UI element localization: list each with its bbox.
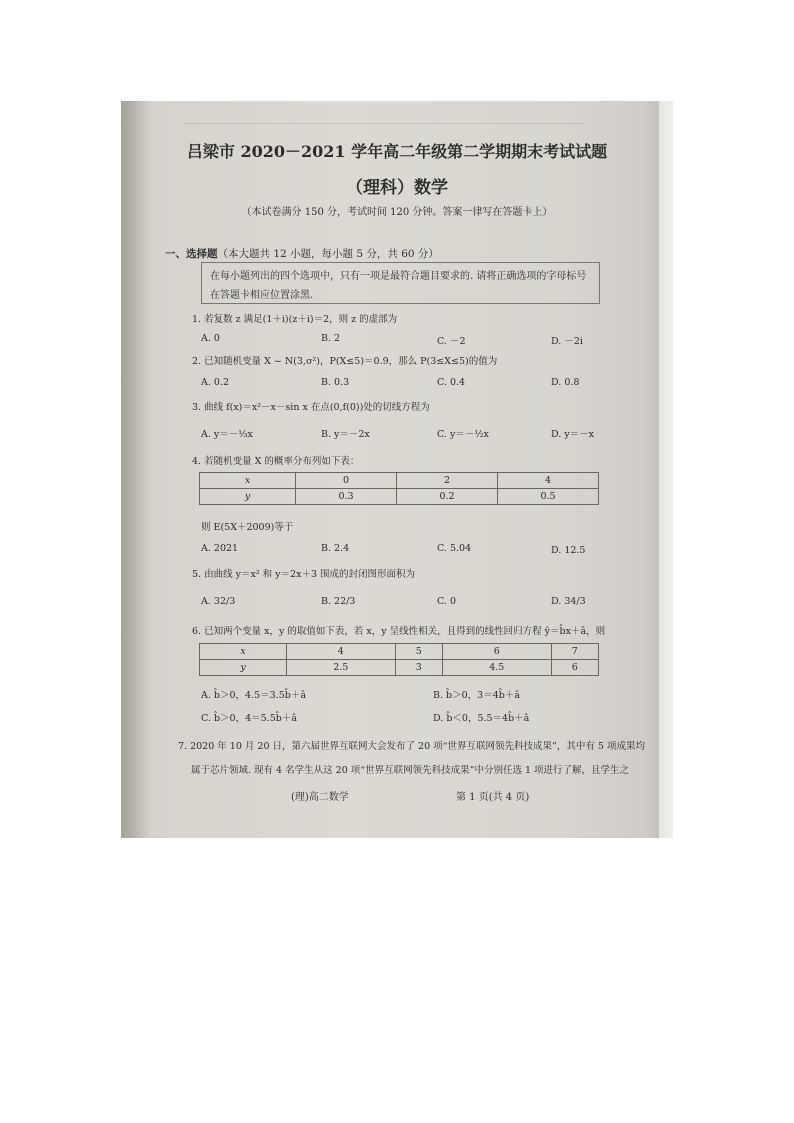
q3-option-c: C. y＝－½x <box>437 429 489 440</box>
q4-option-a: A. 2021 <box>201 543 239 554</box>
q4-option-d: D. 12.5 <box>551 545 586 556</box>
q1-option-b: B. 2 <box>321 333 341 344</box>
exam-note: （本试卷满分 150 分，考试时间 120 分钟。答案一律写在答题卡上） <box>241 207 553 218</box>
table-cell: x <box>200 473 296 489</box>
q1-option-a: A. 0 <box>201 333 220 344</box>
table-cell: 3 <box>395 660 442 676</box>
table-cell: 0.3 <box>296 489 397 505</box>
q2-option-c: C. 0.4 <box>437 377 466 388</box>
q7-line-2: 属于芯片领域. 现有 4 名学生从这 20 项“世界互联网领先科技成果”中分别任选 1 项进行了解，且学生之 <box>191 765 630 776</box>
q1-option-c: C. －2 <box>437 336 466 347</box>
table-cell: 2 <box>397 473 498 489</box>
instruction-text: 在每小题列出的四个选项中，只有一项是最符合题目要求的. 请将正确选项的字母标号在答题卡相应位置涂黑. <box>210 271 587 301</box>
table-cell: 4.5 <box>442 660 551 676</box>
table-cell: y <box>200 660 287 676</box>
q5-option-c: C. 0 <box>437 596 457 607</box>
q4-stem: 4. 若随机变量 X 的概率分布列如下表： <box>192 456 360 467</box>
section-heading <box>165 246 439 261</box>
q2-option-a: A. 0.2 <box>201 377 230 388</box>
q6-data-table <box>199 643 599 676</box>
q5-stem: 5. 由曲线 y＝x² 和 y＝2x＋3 围成的封闭图形面积为 <box>192 569 416 580</box>
table-cell: 0.2 <box>397 489 498 505</box>
q4-distribution-table <box>199 472 599 505</box>
q4-option-c: C. 5.04 <box>437 543 472 554</box>
q3-stem: 3. 曲线 f(x)＝x²－x－sin x 在点(0,f(0))处的切线方程为 <box>192 402 430 413</box>
q6-stem: 6. 已知两个变量 x，y 的取值如下表，若 x，y 呈线性相关，且得到的线性回归方程 ŷ＝b̂x＋â，则 <box>192 626 606 637</box>
exam-subtitle: （理科）数学 <box>346 178 448 198</box>
q6-option-c: C. b̂＞0，4＝5.5b̂＋â <box>201 713 297 724</box>
q6-option-b: B. b̂＞0，3＝4b̂＋â <box>433 690 520 701</box>
section-title: 一、选择题 <box>165 248 218 260</box>
table-row <box>200 489 599 505</box>
q2-option-b: B. 0.3 <box>321 377 350 388</box>
table-cell: 4 <box>498 473 599 489</box>
q6-option-a: A. b̂＞0，4.5＝3.5b̂＋â <box>201 690 306 701</box>
table-cell: 0.5 <box>498 489 599 505</box>
table-cell: x <box>200 644 287 660</box>
q5-option-d: D. 34/3 <box>551 596 586 607</box>
table-cell: 5 <box>395 644 442 660</box>
q5-option-b: B. 22/3 <box>321 596 356 607</box>
bleed-through-marks <box>183 123 583 125</box>
q4-option-b: B. 2.4 <box>321 543 350 554</box>
table-cell: 7 <box>551 644 599 660</box>
table-row <box>200 473 599 489</box>
table-cell: 6 <box>442 644 551 660</box>
q4-question: 则 E(5X＋2009)等于 <box>201 522 294 533</box>
table-cell: y <box>200 489 296 505</box>
q1-option-d: D. －2i <box>551 336 583 347</box>
footer-subject: (理)高二数学 <box>291 792 349 803</box>
q6-option-d: D. b̂＜0，5.5＝4b̂＋â <box>433 713 530 724</box>
table-row <box>200 660 599 676</box>
footer-page-number: 第 1 页(共 4 页) <box>456 792 530 803</box>
section-detail: （本大题共 12 小题，每小题 5 分，共 60 分） <box>217 248 439 260</box>
table-row <box>200 644 599 660</box>
q5-option-a: A. 32/3 <box>201 596 236 607</box>
table-cell: 2.5 <box>287 660 396 676</box>
q2-option-d: D. 0.8 <box>551 377 580 388</box>
q3-option-a: A. y＝－⅓x <box>201 429 253 440</box>
q3-option-b: B. y＝－2x <box>321 429 370 440</box>
q7-line-1: 7. 2020 年 10 月 20 日，第六届世界互联网大会发布了 20 项“世界互联网领先科技成果”，其中有 5 项成果均 <box>178 741 645 752</box>
q3-option-d: D. y＝－x <box>551 429 595 440</box>
table-cell: 0 <box>296 473 397 489</box>
exam-title: 吕梁市 2020－2021 学年高二年级第二学期期末考试试题 <box>186 142 608 161</box>
q1-stem: 1. 若复数 z 满足(1＋i)(z＋i)＝2，则 z 的虚部为 <box>192 314 398 325</box>
table-cell: 4 <box>287 644 396 660</box>
table-cell: 6 <box>551 660 599 676</box>
q2-stem: 2. 已知随机变量 X ~ N(3,σ²)，P(X≤5)＝0.9，那么 P(3≤X≤5)的值为 <box>192 356 498 367</box>
exam-photo <box>121 101 673 838</box>
